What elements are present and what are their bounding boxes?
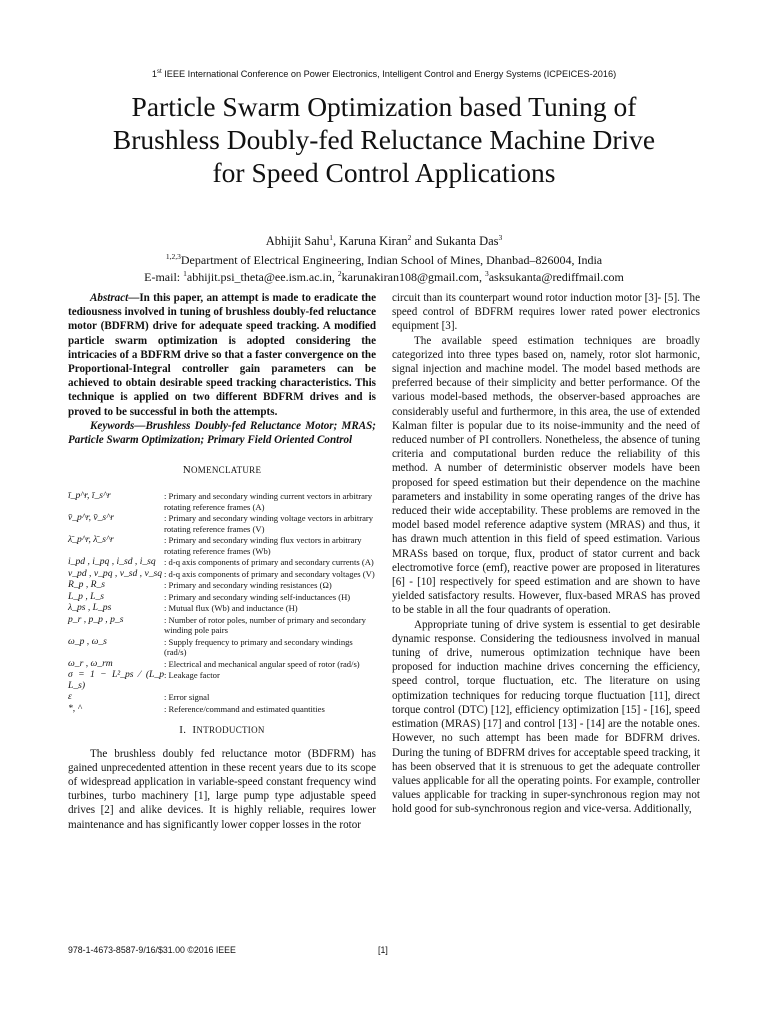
right-paragraph-speed-estimation: The available speed estimation techniques are broadly categorized into three types based on, namely, rotor slot harmonic, signal injection and machine model. The model based methods are preferred because of their simplicity and better performance. Of the various model-based methods, the observer-based approaches are considerably useful and furthermore, in this area, the use of extended Kalman filter is popular due to its noise-immunity and the need of reduced number of PI controllers. Nonetheless, the absence of tuning criteria and computational burden reduce the reliability of this method. A number of deterministic observer models have been proposed for speed estimation but their dependence on the machine parameters and instability in some operating ranges of the drive has reduced their wide acceptability. These problems are removed in the model based model reference adaptive system (MRAS) and thus, it has drawn much attention in this field of speed estimation. Various MRASs based on torque, flux, product of stator current and back electromotive force (emf), reactive power are proposed in literatures [6] - [10] respectively for speed estimation and are shown to have yielded satisfactory results. However, flux-based MRAS has proved to be stable in all the four quadrants of operation.	[392, 334, 700, 617]
nomenclature-definition: : Primary and secondary winding current vectors in arbitrary rotating reference frames (A)	[164, 491, 373, 512]
author-1-mark: 1	[329, 233, 334, 242]
nomenclature-row	[68, 615, 376, 636]
nomenclature-definition: : Supply frequency to primary and secondary windings (rad/s)	[164, 636, 353, 658]
author-1: Abhijit Sahu	[265, 234, 330, 249]
left-column	[68, 291, 376, 832]
nomenclature-row	[68, 704, 376, 715]
email-label: E-mail:	[144, 270, 184, 285]
nomenclature-row	[68, 569, 376, 580]
affiliation-mark: 1,2,3	[165, 252, 181, 262]
footer-page-number: [1]	[378, 945, 388, 955]
author-block	[0, 231, 768, 284]
conference-name: IEEE International Conference on Power Electronics, Intelligent Control and Energy Systems (ICPEICES-2016)	[161, 69, 617, 80]
nomenclature-symbol: σ = 1 − L²_ps ⁄ (L_p L_s)	[68, 669, 164, 691]
nomenclature-symbol: p_r , p_p , p_s	[68, 613, 124, 625]
abstract-label: Abstract	[90, 292, 129, 304]
nomenclature-row	[68, 535, 376, 556]
paper-title	[40, 90, 728, 189]
right-paragraph-tuning: Appropriate tuning of drive system is essential to get desirable dynamic response. Considering the tediousness involved in manual tuning of drive, numerous optimization technique have been proposed for induction machine drives concerning the efficiency, speed control, torque fluctuation, etc. The literature on using optimization techniques for reducing torque fluctuation [11], direct torque control (DTC) [12], efficiency optimization [15] - [16], speed estimation (MRAS) [17] and control [13] - [14] are the notable ones. However, no such attempt has been made for BDFRM drives. During the tuning of BDFRM drives for acceptable speed tracking, it has been observed that it is strenuous to get the adequate controller values applicable for all the operating points. For example, controller values applicable for tracking in super-synchronous region may not hold good for sub-synchronous region and vice-versa. Additionally,	[392, 618, 700, 816]
nomenclature-list	[68, 491, 376, 714]
nomenclature-symbol: i_pd , i_pq , i_sd , i_sq	[68, 556, 156, 568]
keywords: Keywords—Brushless Doubly-fed Reluctance Motor; MRAS; Particle Swarm Optimization; Primary Field Oriented Control	[68, 419, 376, 447]
nomenclature-row	[68, 491, 376, 512]
email-3-mark: 3	[484, 269, 489, 279]
nomenclature-symbol: ω_r , ω_rm	[68, 657, 113, 669]
nomenclature-symbol: L_p , L_s	[68, 590, 104, 602]
nomenclature-row	[68, 580, 376, 591]
author-3: and Sukanta Das	[411, 234, 499, 249]
introduction-initial: I	[192, 724, 197, 737]
nomenclature-symbol: v_pd , v_pq , v_sd , v_sq	[68, 567, 163, 579]
email-1-link[interactable]: abhijit.psi_theta@ee.ism.ac.in,	[186, 270, 338, 285]
footer-isbn: 978-1-4673-8587-9/16/$31.00 ©2016 IEEE	[68, 945, 236, 955]
nomenclature-row	[68, 603, 376, 614]
affiliation	[0, 250, 768, 267]
nomenclature-row	[68, 557, 376, 568]
nomenclature-definition: : Number of rotor poles, number of primary and secondary winding pole pairs	[164, 614, 366, 636]
nomenclature-row	[68, 692, 376, 703]
affiliation-text: Department of Electrical Engineering, Indian School of Mines, Dhanbad–826004, India	[180, 253, 603, 268]
nomenclature-row	[68, 659, 376, 670]
introduction-rest: NTRODUCTION	[196, 725, 265, 736]
nomenclature-symbol: ω_p , ω_s	[68, 635, 107, 647]
author-2: , Karuna Kiran	[333, 234, 408, 249]
nomenclature-definition: : Mutual flux (Wb) and inductance (H)	[164, 603, 298, 614]
nomenclature-symbol: *, ^	[68, 702, 82, 714]
nomenclature-symbol: λ̄_p^r, λ̄_s^r	[68, 534, 114, 546]
nomenclature-row	[68, 637, 376, 658]
email-1-mark: 1	[183, 269, 187, 279]
conference-header	[0, 69, 768, 79]
email-2-mark: 2	[337, 269, 342, 279]
email-3-link[interactable]: asksukanta@rediffmail.com	[488, 270, 624, 285]
nomenclature-definition: : d-q axis components of primary and secondary currents (A)	[164, 557, 374, 568]
nomenclature-definition: : Primary and secondary winding flux vectors in arbitrary rotating reference frames (Wb)	[164, 535, 362, 556]
nomenclature-symbol: ε	[68, 691, 72, 703]
right-paragraph-continued: circuit than its counterpart wound rotor induction motor [3]- [5]. The speed control of BDFRM requires lower rated power electronics equipment [3].	[392, 292, 700, 333]
author-3-mark: 3	[498, 233, 503, 242]
conference-ordinal: st	[156, 69, 162, 75]
author-2-mark: 2	[407, 233, 412, 242]
conference-number: 1	[151, 69, 157, 80]
nomenclature-heading-initial: N	[182, 464, 191, 477]
nomenclature-symbol: ī_p^r, ī_s^r	[68, 490, 111, 502]
title-line-1: Particle Swarm Optimization based Tuning of	[131, 91, 637, 122]
title-line-2: Brushless Doubly-fed Reluctance Machine Drive	[112, 124, 656, 155]
abstract	[68, 291, 376, 419]
nomenclature-definition: : Primary and secondary winding resistances (Ω)	[164, 580, 332, 591]
nomenclature-heading	[68, 463, 376, 477]
nomenclature-row	[68, 513, 376, 534]
title-line-3: for Speed Control Applications	[212, 157, 556, 188]
nomenclature-symbol: λ_ps , L_ps	[68, 602, 112, 614]
introduction-paragraph-1: The brushless doubly fed reluctance motor (BDFRM) has gained unprecedented attention in these recent years due to its scope of widespread application in variable-speed constant frequency wind turbines, turbo machinery [1], large pump type adjustable speed drives [2] and alike devices. It is highly reliable, requires lower maintenance and has significantly lower copper losses in the rotor	[68, 747, 376, 831]
email-2-link[interactable]: karunakiran108@gmail.com,	[341, 270, 485, 285]
nomenclature-definition: : Leakage factor	[164, 670, 220, 681]
introduction-heading	[68, 723, 376, 737]
nomenclature-symbol: v̄_p^r, v̄_s^r	[68, 512, 114, 524]
emails	[0, 267, 768, 284]
nomenclature-heading-rest: OMENCLATURE	[190, 465, 262, 476]
nomenclature-row	[68, 670, 376, 691]
nomenclature-definition: : Reference/command and estimated quantities	[164, 703, 325, 714]
nomenclature-definition: : Error signal	[164, 692, 210, 703]
nomenclature-definition: : d-q axis components of primary and secondary voltages (V)	[164, 568, 375, 579]
introduction-number: I.	[179, 724, 187, 737]
right-column	[392, 291, 700, 817]
nomenclature-definition: : Primary and secondary winding voltage vectors in arbitrary rotating reference frames (V)	[164, 513, 374, 534]
nomenclature-symbol: R_p , R_s	[68, 579, 106, 591]
author-names	[0, 231, 768, 248]
nomenclature-row	[68, 592, 376, 603]
nomenclature-definition: : Electrical and mechanical angular speed of rotor (rad/s)	[164, 658, 360, 669]
abstract-text: —In this paper, an attempt is made to eradicate the tediousness involved in tuning of brushless doubly-fed reluctance motor (BDFRM) drive for adequate speed tracking. A modified particle swarm optimization is adopted considering the intricacies of a BDFRM drive so that a faster convergence on the Proportional-Integral controller gain parameters can be achieved to obtain desirable speed tracking characteristics. This technique is applied on two different BDFRM drives and is proved to be successful in both the attempts.	[68, 292, 376, 418]
nomenclature-definition: : Primary and secondary winding self-inductances (H)	[164, 591, 351, 602]
